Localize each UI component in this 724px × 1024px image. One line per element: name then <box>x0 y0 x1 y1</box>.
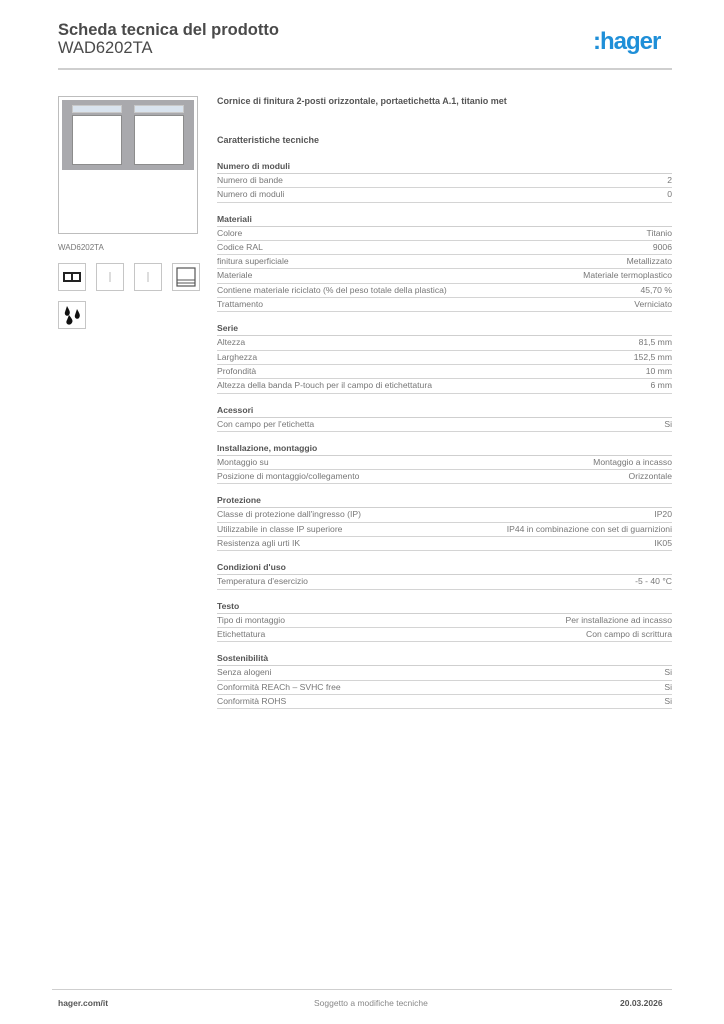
spec-row <box>217 284 672 298</box>
spec-label: Materiale <box>217 270 253 281</box>
blank-slot-icon <box>134 263 162 291</box>
spec-label: Utilizzabile in classe IP superiore <box>217 523 343 534</box>
spec-label: Resistenza agli urti IK <box>217 538 301 549</box>
header-divider <box>58 68 672 70</box>
spec-value: 6 mm <box>650 380 672 391</box>
spec-row <box>217 523 672 537</box>
spec-row <box>217 379 672 393</box>
group-title: Acessori <box>217 404 672 418</box>
spec-label: Classe di protezione dall'ingresso (IP) <box>217 509 361 520</box>
spec-label: Senza alogeni <box>217 667 272 678</box>
hager-logo: :hager <box>593 28 661 55</box>
spec-value: Per installazione ad incasso <box>565 614 672 625</box>
spec-row <box>217 508 672 522</box>
spec-row <box>217 174 672 188</box>
spec-value: Si <box>664 418 672 429</box>
spec-label: Tipo di montaggio <box>217 614 285 625</box>
spec-value: IP20 <box>654 509 672 520</box>
product-description: Cornice di finitura 2-posti orizzontale, portaetichetta A.1, titanio met <box>217 96 507 106</box>
group-title: Materiali <box>217 213 672 227</box>
page-title: Scheda tecnica del prodotto <box>58 21 279 39</box>
spec-group <box>217 213 672 313</box>
spec-label: Conformità REACh – SVHC free <box>217 681 341 692</box>
spec-label: Contiene materiale riciclato (% del peso totale della plastica) <box>217 284 447 295</box>
group-title: Numero di moduli <box>217 160 672 174</box>
spec-row <box>217 241 672 255</box>
spec-row <box>217 365 672 379</box>
spec-group <box>217 494 672 551</box>
spec-row <box>217 614 672 628</box>
spec-label: Altezza della banda P-touch per il campo di etichettatura <box>217 380 432 391</box>
spec-group <box>217 442 672 485</box>
spec-row <box>217 269 672 283</box>
label-holder-icon <box>172 263 200 291</box>
spec-value: 152,5 mm <box>633 351 672 362</box>
spec-value: Si <box>664 667 672 678</box>
spec-label: Numero di moduli <box>217 189 285 200</box>
spec-value: 81,5 mm <box>638 337 672 348</box>
spec-group <box>217 652 672 709</box>
group-title: Condizioni d'uso <box>217 561 672 575</box>
spec-row <box>217 537 672 551</box>
footer-website[interactable]: hager.com/it <box>58 998 109 1008</box>
spec-row <box>217 255 672 269</box>
spec-value: IP44 in combinazione con set di guarnizioni <box>506 523 672 534</box>
spec-label: Codice RAL <box>217 241 263 252</box>
product-image <box>58 96 198 234</box>
spec-value: Montaggio a incasso <box>593 456 672 467</box>
blank-slot-icon <box>96 263 124 291</box>
spec-label: Trattamento <box>217 299 264 310</box>
group-title: Testo <box>217 600 672 614</box>
spec-value: Con campo di scrittura <box>586 628 672 639</box>
spec-label: Posizione di montaggio/collegamento <box>217 471 360 482</box>
group-title: Serie <box>217 322 672 336</box>
spec-label: Etichettatura <box>217 628 266 639</box>
spec-value: 0 <box>667 189 672 200</box>
spec-value: Verniciato <box>634 299 672 310</box>
spec-label: Colore <box>217 227 243 238</box>
spec-label: Con campo per l'etichetta <box>217 418 315 429</box>
spec-value: Si <box>664 681 672 692</box>
spec-row <box>217 628 672 642</box>
footer-notice: Soggetto a modifiche tecniche <box>314 998 428 1008</box>
spec-label: Numero di bande <box>217 175 283 185</box>
spec-label: Profondità <box>217 365 257 376</box>
spec-value: 2 <box>667 175 672 185</box>
spec-label: Larghezza <box>217 351 258 362</box>
group-title: Protezione <box>217 494 672 508</box>
spec-row <box>217 188 672 202</box>
spec-row <box>217 695 672 709</box>
spec-row <box>217 336 672 350</box>
group-title: Installazione, montaggio <box>217 442 672 456</box>
spec-value: Si <box>664 695 672 706</box>
spec-row <box>217 418 672 432</box>
footer-divider <box>52 989 672 990</box>
spec-row <box>217 575 672 589</box>
spec-group <box>217 561 672 589</box>
spec-value: Materiale termoplastico <box>583 270 672 281</box>
frame-slot-1 <box>72 105 122 165</box>
frame-slot-2 <box>134 105 184 165</box>
spec-row <box>217 227 672 241</box>
spec-row <box>217 666 672 680</box>
group-title: Sostenibilità <box>217 652 672 666</box>
spec-value: IK05 <box>654 538 672 549</box>
spec-row <box>217 456 672 470</box>
spec-value: 9006 <box>652 241 672 252</box>
image-caption: WAD6202TA <box>58 243 104 252</box>
spec-row <box>217 470 672 484</box>
spec-value: Titanio <box>646 227 672 238</box>
spec-content <box>217 96 672 709</box>
spec-group <box>217 160 672 203</box>
spec-label: Montaggio su <box>217 456 269 467</box>
spec-label: Conformità ROHS <box>217 695 287 706</box>
water-drops-icon <box>58 301 86 329</box>
frame-graphic <box>62 100 194 170</box>
spec-groups <box>217 160 672 709</box>
spec-group <box>217 404 672 432</box>
spec-group <box>217 600 672 643</box>
spec-group <box>217 322 672 393</box>
double-module-icon <box>58 263 86 291</box>
spec-label: finitura superficiale <box>217 256 289 267</box>
footer-date: 20.03.2026 <box>620 998 663 1008</box>
spec-value: -5 - 40 °C <box>635 576 672 587</box>
spec-value: 10 mm <box>645 365 672 376</box>
section-title: Caratteristiche tecniche <box>217 135 320 145</box>
spec-row <box>217 351 672 365</box>
product-code: WAD6202TA <box>58 39 153 57</box>
spec-row <box>217 681 672 695</box>
spec-row <box>217 298 672 312</box>
spec-value: 45,70 % <box>640 284 672 295</box>
spec-value: Orizzontale <box>628 471 672 482</box>
spec-label: Altezza <box>217 337 246 348</box>
spec-value: Metallizzato <box>626 256 672 267</box>
spec-label: Temperatura d'esercizio <box>217 576 308 587</box>
